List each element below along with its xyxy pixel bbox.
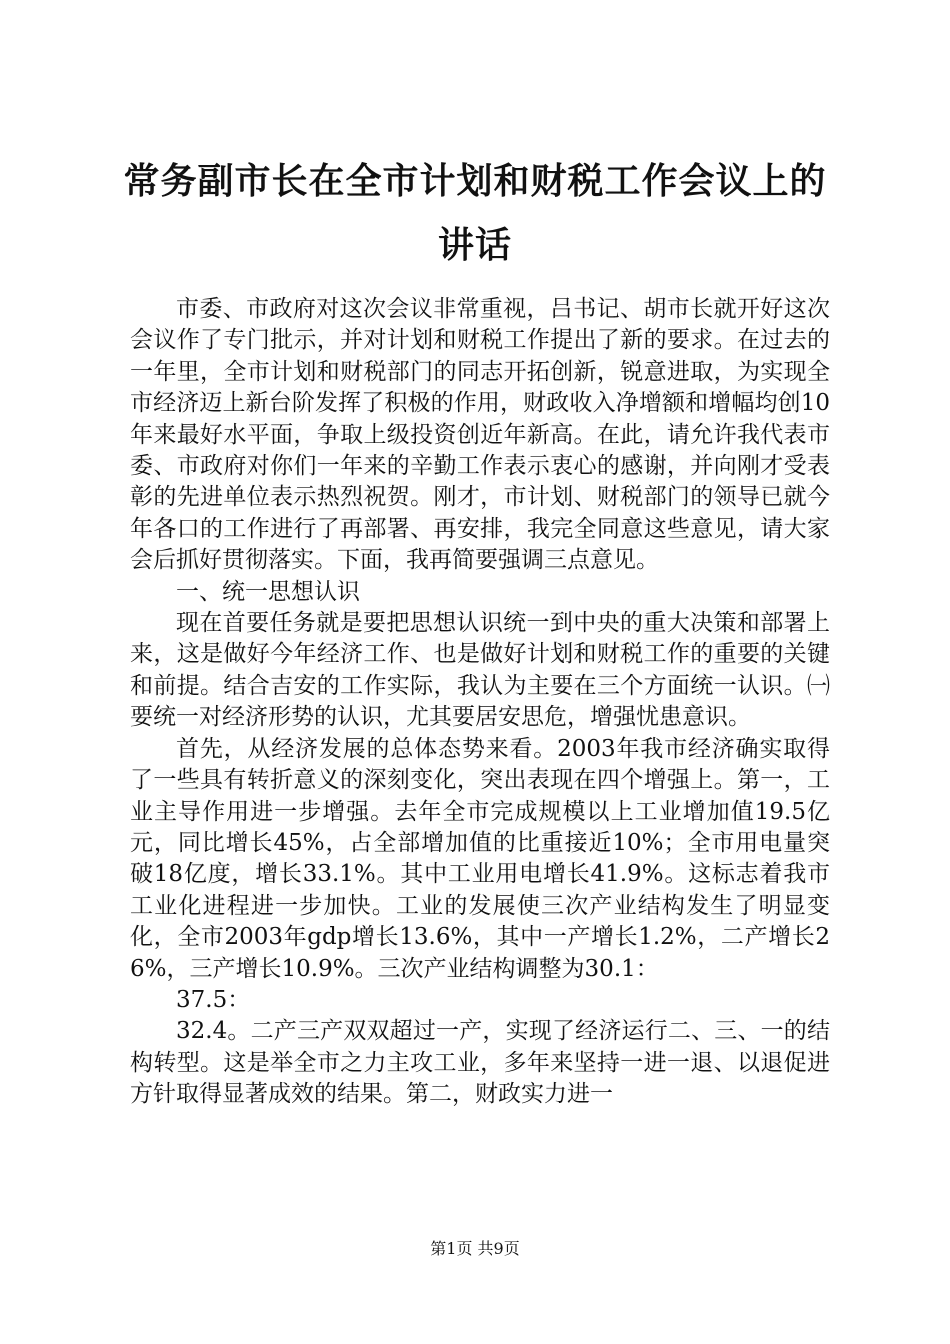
- paragraph: 37.5：: [176, 986, 251, 1013]
- section-heading: 一、统一思想认识: [176, 578, 360, 605]
- page-footer: 第1页 共9页: [430, 1239, 520, 1258]
- paragraph: 市委、市政府对这次会议非常重视，吕书记、胡市长就开好这次会议作了专门批示，并对计划和财税工作提出了新的要求。在过去的一年里，全市计划和财税部门的同志开拓创新，锐意进取，为实现全市经济迈上新台阶发挥了积极的作用，财政收入净增额和增幅均创10年来最好水平面，争取上级投资创近年新高。在此，请允许我代表市委、市政府对你们一年来的辛勤工作表示衷心的感谢，并向刚才受表彰的先进单位表示热烈祝贺。刚才，市计划、财税部门的领导已就今年各口的工作进行了再部署、再安排，我完全同意这些意见，请大家会后抓好贯彻落实。下面，我再简要强调三点意见。: [130, 296, 830, 574]
- paragraph: 现在首要任务就是要把思想认识统一到中央的重大决策和部署上来，这是做好今年经济工作、也是做好计划和财税工作的重要的关键和前提。结合吉安的工作实际，我认为主要在三个方面统一认识。㈠要统一对经济形势的认识，尤其要居安思危，增强忧患意识。: [130, 610, 830, 731]
- document-title: 常务副市长在全市计划和财税工作会议上的讲话: [123, 161, 827, 266]
- paragraph: 首先，从经济发展的总体态势来看。2003年我市经济确实取得了一些具有转折意义的深刻变化，突出表现在四个增强上。第一，工业主导作用进一步增强。去年全市完成规模以上工业增加值19.5亿元，同比增长45%，占全部增加值的比重接近10%；全市用电量突破18亿度，增长33.1%。其中工业用电增长41.9%。这标志着我市工业化进程进一步加快。工业的发展使三次产业结构发生了明显变化，全市2003年gdp增长13.6%，其中一产增长1.2%，二产增长26%，三产增长10.9%。三次产业结构调整为30.1：: [130, 735, 830, 982]
- paragraph: 32.4。二产三产双双超过一产，实现了经济运行二、三、一的结构转型。这是举全市之力主攻工业，多年来坚持一进一退、以退促进方针取得显著成效的结果。第二，财政实力进一: [130, 1018, 830, 1108]
- document-body: [130, 294, 830, 1111]
